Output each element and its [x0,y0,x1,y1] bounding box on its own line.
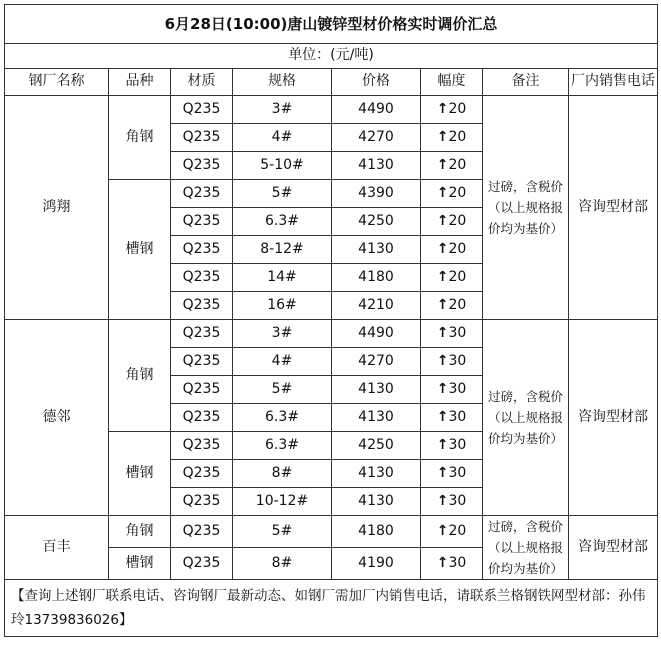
up-arrow-icon: ↑ [436,492,449,509]
up-arrow-icon: ↑ [436,324,449,341]
change-value: 30 [448,554,467,571]
spec-cell: 8-12# [233,236,332,264]
table-row [5,516,658,548]
change-cell [421,292,483,320]
change-cell [421,404,483,432]
spec-cell: 8# [233,460,332,488]
change-value: 30 [448,352,467,369]
material-cell: Q235 [171,236,233,264]
table-row [5,96,658,124]
change-cell [421,348,483,376]
up-arrow-icon: ↑ [436,296,449,313]
price-cell: 4130 [332,460,421,488]
price-cell: 4210 [332,292,421,320]
material-cell: Q235 [171,180,233,208]
spec-cell: 4# [233,348,332,376]
price-cell: 4130 [332,236,421,264]
change-value: 20 [448,240,467,257]
material-cell: Q235 [171,264,233,292]
variety-name: 槽钢 [109,180,171,320]
up-arrow-icon: ↑ [436,522,449,539]
up-arrow-icon: ↑ [436,464,449,481]
spec-cell: 14# [233,264,332,292]
material-cell: Q235 [171,460,233,488]
price-cell: 4490 [332,320,421,348]
material-cell: Q235 [171,124,233,152]
mill-name: 百丰 [5,516,109,580]
note-cell: 过磅，含税价（以上规格报价均为基价） [483,96,569,320]
spec-cell: 5# [233,376,332,404]
variety-name: 槽钢 [109,548,171,580]
material-cell: Q235 [171,152,233,180]
material-cell: Q235 [171,488,233,516]
up-arrow-icon: ↑ [436,268,449,285]
price-cell: 4270 [332,348,421,376]
variety-name: 角钢 [109,320,171,432]
unit-row [5,44,658,69]
change-value: 30 [448,492,467,509]
note-cell: 过磅，含税价（以上规格报价均为基价） [483,320,569,516]
header-price: 价格 [332,69,421,96]
change-value: 20 [448,156,467,173]
change-cell [421,516,483,548]
up-arrow-icon: ↑ [436,380,449,397]
change-cell [421,264,483,292]
spec-cell: 5# [233,516,332,548]
change-value: 30 [448,436,467,453]
change-cell [421,460,483,488]
spec-cell: 4# [233,124,332,152]
phone-cell: 咨询型材部 [569,516,658,580]
price-table [4,4,658,637]
change-cell [421,96,483,124]
spec-cell: 6.3# [233,208,332,236]
up-arrow-icon: ↑ [436,156,449,173]
change-value: 20 [448,296,467,313]
up-arrow-icon: ↑ [436,100,449,117]
change-value: 20 [448,268,467,285]
footer-note: 【查询上述钢厂联系电话、咨询钢厂最新动态、如钢厂需加厂内销售电话，请联系兰格钢铁网型材部：孙伟玲13739836026】 [5,580,658,637]
note-cell: 过磅，含税价（以上规格报价均为基价） [483,516,569,580]
header-mill: 钢厂名称 [5,69,109,96]
up-arrow-icon: ↑ [436,184,449,201]
material-cell: Q235 [171,348,233,376]
up-arrow-icon: ↑ [436,212,449,229]
price-cell: 4250 [332,432,421,460]
change-value: 30 [448,408,467,425]
variety-name: 角钢 [109,96,171,180]
up-arrow-icon: ↑ [436,408,449,425]
material-cell: Q235 [171,548,233,580]
material-cell: Q235 [171,320,233,348]
price-cell: 4130 [332,376,421,404]
change-value: 20 [448,212,467,229]
change-cell [421,488,483,516]
change-value: 30 [448,380,467,397]
table-row [5,320,658,348]
title-row [5,5,658,44]
change-cell [421,376,483,404]
unit-label: 单位：(元/吨) [5,44,658,69]
change-cell [421,236,483,264]
price-cell: 4190 [332,548,421,580]
up-arrow-icon: ↑ [436,128,449,145]
spec-cell: 16# [233,292,332,320]
change-value: 20 [448,522,467,539]
material-cell: Q235 [171,404,233,432]
table-title: 6月28日(10:00)唐山镀锌型材价格实时调价汇总 [5,5,658,44]
price-cell: 4390 [332,180,421,208]
variety-name: 角钢 [109,516,171,548]
up-arrow-icon: ↑ [436,436,449,453]
header-change: 幅度 [421,69,483,96]
price-cell: 4250 [332,208,421,236]
change-cell [421,152,483,180]
header-material: 材质 [171,69,233,96]
header-variety: 品种 [109,69,171,96]
change-value: 30 [448,464,467,481]
spec-cell: 3# [233,96,332,124]
material-cell: Q235 [171,96,233,124]
change-cell [421,208,483,236]
change-value: 20 [448,184,467,201]
header-spec: 规格 [233,69,332,96]
spec-cell: 3# [233,320,332,348]
spec-cell: 6.3# [233,404,332,432]
change-value: 30 [448,324,467,341]
price-cell: 4130 [332,488,421,516]
price-cell: 4180 [332,264,421,292]
material-cell: Q235 [171,292,233,320]
change-value: 20 [448,100,467,117]
price-cell: 4180 [332,516,421,548]
price-cell: 4270 [332,124,421,152]
change-cell [421,548,483,580]
footer-row [5,580,658,637]
price-cell: 4130 [332,404,421,432]
phone-cell: 咨询型材部 [569,320,658,516]
material-cell: Q235 [171,516,233,548]
header-row [5,69,658,96]
change-cell [421,432,483,460]
price-cell: 4490 [332,96,421,124]
spec-cell: 5-10# [233,152,332,180]
change-cell [421,320,483,348]
spec-cell: 6.3# [233,432,332,460]
material-cell: Q235 [171,432,233,460]
change-value: 20 [448,128,467,145]
spec-cell: 8# [233,548,332,580]
up-arrow-icon: ↑ [436,240,449,257]
phone-cell: 咨询型材部 [569,96,658,320]
change-cell [421,124,483,152]
mill-name: 德邻 [5,320,109,516]
mill-name: 鸿翔 [5,96,109,320]
spec-cell: 10-12# [233,488,332,516]
price-cell: 4130 [332,152,421,180]
up-arrow-icon: ↑ [436,352,449,369]
variety-name: 槽钢 [109,432,171,516]
price-table-body [5,5,658,637]
material-cell: Q235 [171,208,233,236]
header-phone: 厂内销售电话 [569,69,658,96]
up-arrow-icon: ↑ [436,554,449,571]
material-cell: Q235 [171,376,233,404]
spec-cell: 5# [233,180,332,208]
header-note: 备注 [483,69,569,96]
change-cell [421,180,483,208]
